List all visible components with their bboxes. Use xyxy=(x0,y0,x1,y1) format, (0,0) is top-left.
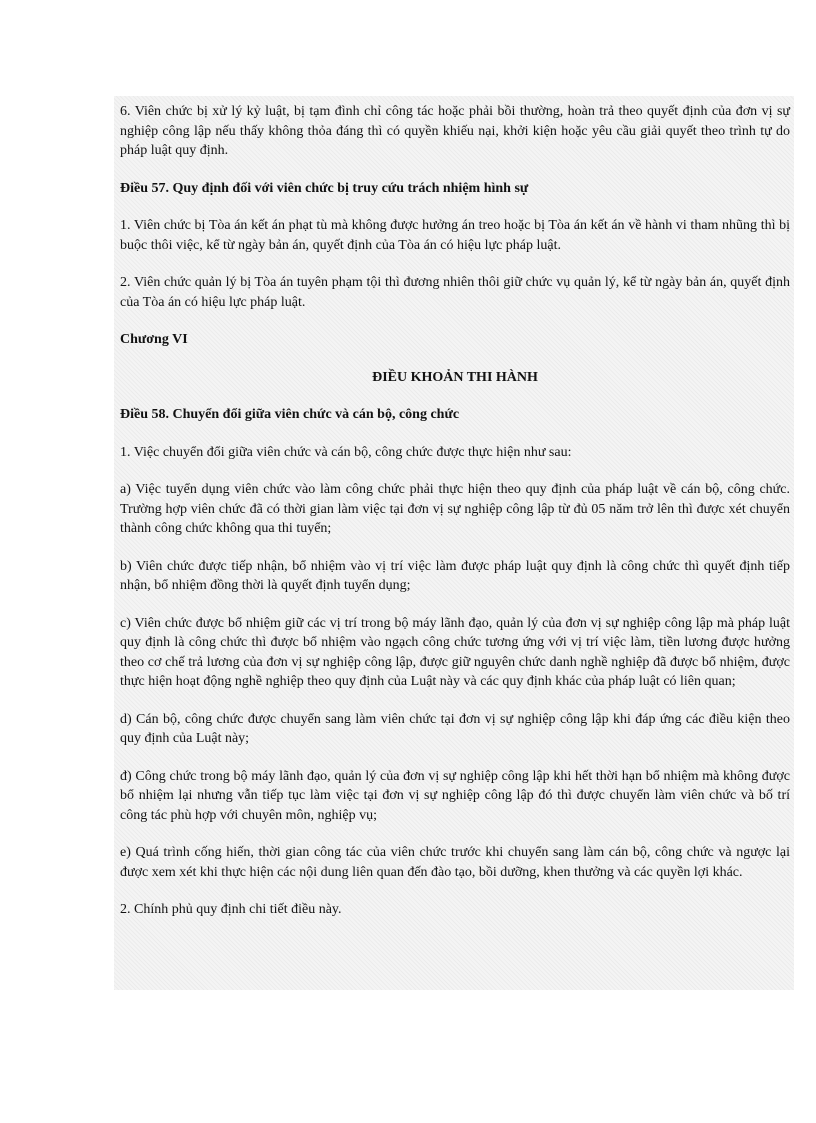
article-58-point-a: a) Việc tuyển dụng viên chức vào làm công chức phải thực hiện theo quy định của pháp luật về cán bộ, công chức. Trường hợp viên chức đã có thời gian làm việc tại đơn vị sự nghiệp công lập từ đủ 05 năm trở lên thì được xét chuyển thành công chức không qua thi tuyển; xyxy=(120,482,790,536)
paragraph-6: 6. Viên chức bị xử lý kỷ luật, bị tạm đình chỉ công tác hoặc phải bồi thường, hoàn trả theo quyết định của đơn vị sự nghiệp công lập nếu thấy không thỏa đáng thì có quyền khiếu nại, khởi kiện hoặc yêu cầu giải quyết theo trình tự do pháp luật quy định. xyxy=(120,104,790,158)
chapter-label: Chương VI xyxy=(120,332,188,347)
article-58-point-d: d) Cán bộ, công chức được chuyển sang làm viên chức tại đơn vị sự nghiệp công lập khi đáp ứng các điều kiện theo quy định của Luật này; xyxy=(120,711,790,746)
article-58-point-dd: đ) Công chức trong bộ máy lãnh đạo, quản lý của đơn vị sự nghiệp công lập khi hết thời hạn bổ nhiệm mà không được bổ nhiệm lại nhưng vẫn tiếp tục làm việc tại đơn vị sự nghiệp công lập đó thì được chuyển làm viên chức và bố trí công tác phù hợp với chuyên môn, nghiệp vụ; xyxy=(120,768,790,823)
article-58-point-e: e) Quá trình cống hiến, thời gian công tác của viên chức trước khi chuyển sang làm cán bộ, công chức và ngược lại được xem xét khi thực hiện các nội dung liên quan đến đào tạo, bồi dưỡng, khen thưởng và các quyền lợi khác. xyxy=(120,845,790,880)
chapter-title: ĐIỀU KHOẢN THI HÀNH xyxy=(372,369,538,385)
article-58-title: Điều 58. Chuyển đổi giữa viên chức và cán bộ, công chức xyxy=(120,407,460,422)
article-58-point-c: c) Viên chức được bổ nhiệm giữ các vị trí trong bộ máy lãnh đạo, quản lý của đơn vị sự nghiệp công lập mà pháp luật quy định là công chức thì được bổ nhiệm vào ngạch công chức tương ứng với vị trí việc làm, tiền lương được hưởng theo cơ chế trả lương của đơn vị sự nghiệp công lập, được giữ nguyên chức danh nghề nghiệp đã được bổ nhiệm, được thực hiện hoạt động nghề nghiệp theo quy định của Luật này và các quy định khác của pháp luật có liên quan; xyxy=(120,615,790,689)
article-57-clause-2: 2. Viên chức quản lý bị Tòa án tuyên phạm tội thì đương nhiên thôi giữ chức vụ quản lý, kể từ ngày bản án, quyết định của Tòa án có hiệu lực pháp luật. xyxy=(120,275,790,310)
article-58-clause-1: 1. Việc chuyển đổi giữa viên chức và cán bộ, công chức được thực hiện như sau: xyxy=(120,444,572,460)
article-58-point-b: b) Viên chức được tiếp nhận, bổ nhiệm vào vị trí việc làm được pháp luật quy định là công chức thì quyết định tiếp nhận, bổ nhiệm đồng thời là quyết định tuyển dụng; xyxy=(120,558,790,593)
article-57-title: Điều 57. Quy định đối với viên chức bị truy cứu trách nhiệm hình sự xyxy=(120,180,529,196)
article-57-clause-1: 1. Viên chức bị Tòa án kết án phạt tù mà không được hưởng án treo hoặc bị Tòa án kết án về hành vi tham nhũng thì bị buộc thôi việc, kể từ ngày bản án, quyết định của Tòa án có hiệu lực pháp luật. xyxy=(120,218,790,253)
document-body xyxy=(114,96,794,990)
article-58-clause-2: 2. Chính phủ quy định chi tiết điều này. xyxy=(120,902,342,917)
